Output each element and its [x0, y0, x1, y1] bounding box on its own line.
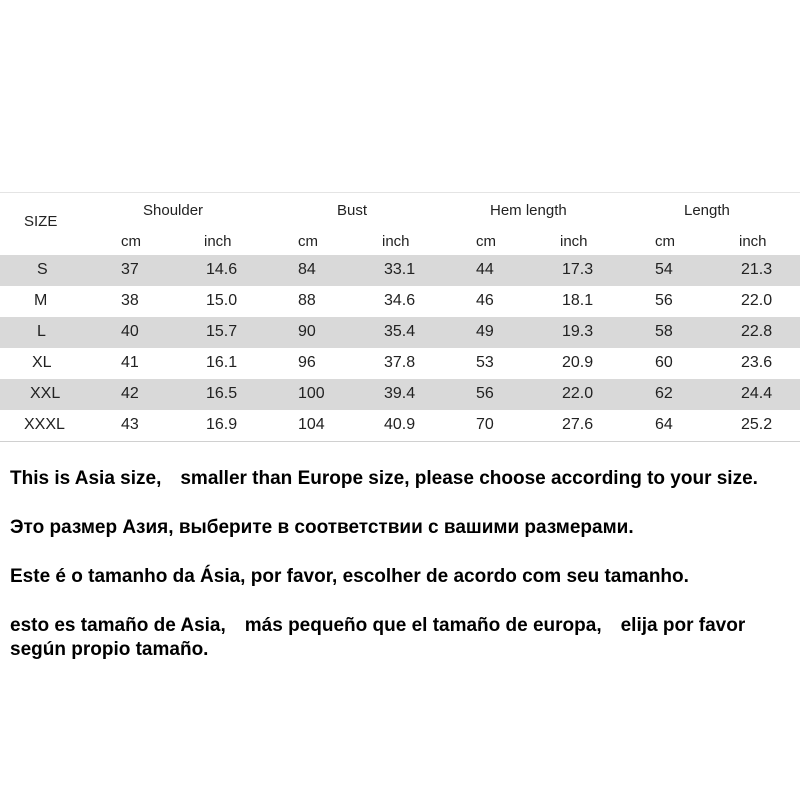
- size-cell: XXL: [30, 385, 61, 402]
- table-cell: 20.9: [562, 354, 594, 371]
- table-cell: 16.5: [206, 385, 238, 402]
- table-cell: 17.3: [562, 261, 594, 278]
- group-header-hem-length: Hem length: [490, 202, 567, 219]
- size-header: SIZE: [24, 213, 58, 230]
- note-spanish: esto es tamaño de Asia, más pequeño que el tamaño de europa, elija por favor según propio tamaño.: [10, 614, 746, 660]
- table-cell: 39.4: [384, 385, 416, 402]
- table-cell: 104: [298, 416, 325, 433]
- table-cell: 88: [298, 292, 316, 309]
- table-cell: 54: [655, 261, 673, 278]
- group-header-length: Length: [684, 202, 730, 219]
- table-cell: 62: [655, 385, 673, 402]
- table-cell: 58: [655, 323, 673, 340]
- table-row: [0, 255, 800, 286]
- table-cell: 60: [655, 354, 673, 371]
- table-cell: 44: [476, 261, 494, 278]
- table-cell: 53: [476, 354, 494, 371]
- table-cell: 42: [121, 385, 139, 402]
- table-cell: 70: [476, 416, 494, 433]
- table-row: [0, 410, 800, 441]
- table-cell: 16.1: [206, 354, 238, 371]
- table-cell: 90: [298, 323, 316, 340]
- table-cell: 56: [655, 292, 673, 309]
- table-cell: 27.6: [562, 416, 594, 433]
- group-header-bust: Bust: [337, 202, 368, 219]
- table-cell: 37.8: [384, 354, 416, 371]
- table-cell: 38: [121, 292, 139, 309]
- table-cell: 56: [476, 385, 494, 402]
- unit-header: inch: [204, 233, 232, 250]
- table-cell: 34.6: [384, 292, 416, 309]
- table-cell: 24.4: [741, 385, 773, 402]
- table-cell: 49: [476, 323, 494, 340]
- table-cell: 15.0: [206, 292, 238, 309]
- table-cell: 18.1: [562, 292, 594, 309]
- size-cell: S: [37, 261, 48, 278]
- size-chart-table: [0, 192, 800, 442]
- unit-header: cm: [655, 233, 675, 250]
- unit-header: inch: [739, 233, 767, 250]
- note-english: This is Asia size, smaller than Europe size, please choose according to your size.: [10, 467, 758, 489]
- unit-header: cm: [476, 233, 496, 250]
- table-cell: 22.8: [741, 323, 773, 340]
- table-cell: 46: [476, 292, 494, 309]
- group-header-shoulder: Shoulder: [143, 202, 204, 219]
- table-cell: 84: [298, 261, 316, 278]
- size-cell: L: [37, 323, 46, 340]
- table-cell: 40.9: [384, 416, 416, 433]
- table-cell: 100: [298, 385, 325, 402]
- table-cell: 40: [121, 323, 139, 340]
- unit-header: cm: [121, 233, 141, 250]
- table-header: [0, 193, 800, 255]
- table-cell: 22.0: [562, 385, 594, 402]
- table-cell: 43: [121, 416, 139, 433]
- table-cell: 96: [298, 354, 316, 371]
- size-cell: XL: [32, 354, 52, 371]
- table-cell: 15.7: [206, 323, 238, 340]
- note-portuguese: Este é o tamanho da Ásia, por favor, escolher de acordo com seu tamanho.: [10, 565, 689, 587]
- table-cell: 33.1: [384, 261, 416, 278]
- table-cell: 16.9: [206, 416, 238, 433]
- table-cell: 37: [121, 261, 139, 278]
- size-cell: XXXL: [24, 416, 65, 433]
- table-row: [0, 348, 800, 379]
- table-cell: 25.2: [741, 416, 773, 433]
- unit-header: cm: [298, 233, 318, 250]
- table-cell: 23.6: [741, 354, 773, 371]
- table-row: [0, 286, 800, 317]
- table-cell: 22.0: [741, 292, 773, 309]
- table-cell: 35.4: [384, 323, 416, 340]
- note-russian: Это размер Азия, выберите в соответствии с вашими размерами.: [10, 516, 634, 538]
- table-cell: 41: [121, 354, 139, 371]
- unit-header: inch: [382, 233, 410, 250]
- size-note: [10, 442, 795, 687]
- table-cell: 14.6: [206, 261, 238, 278]
- table-cell: 21.3: [741, 261, 773, 278]
- table-cell: 64: [655, 416, 673, 433]
- size-cell: M: [34, 292, 48, 309]
- table-cell: 19.3: [562, 323, 594, 340]
- unit-header: inch: [560, 233, 588, 250]
- table-row: [0, 317, 800, 348]
- table-row: [0, 379, 800, 410]
